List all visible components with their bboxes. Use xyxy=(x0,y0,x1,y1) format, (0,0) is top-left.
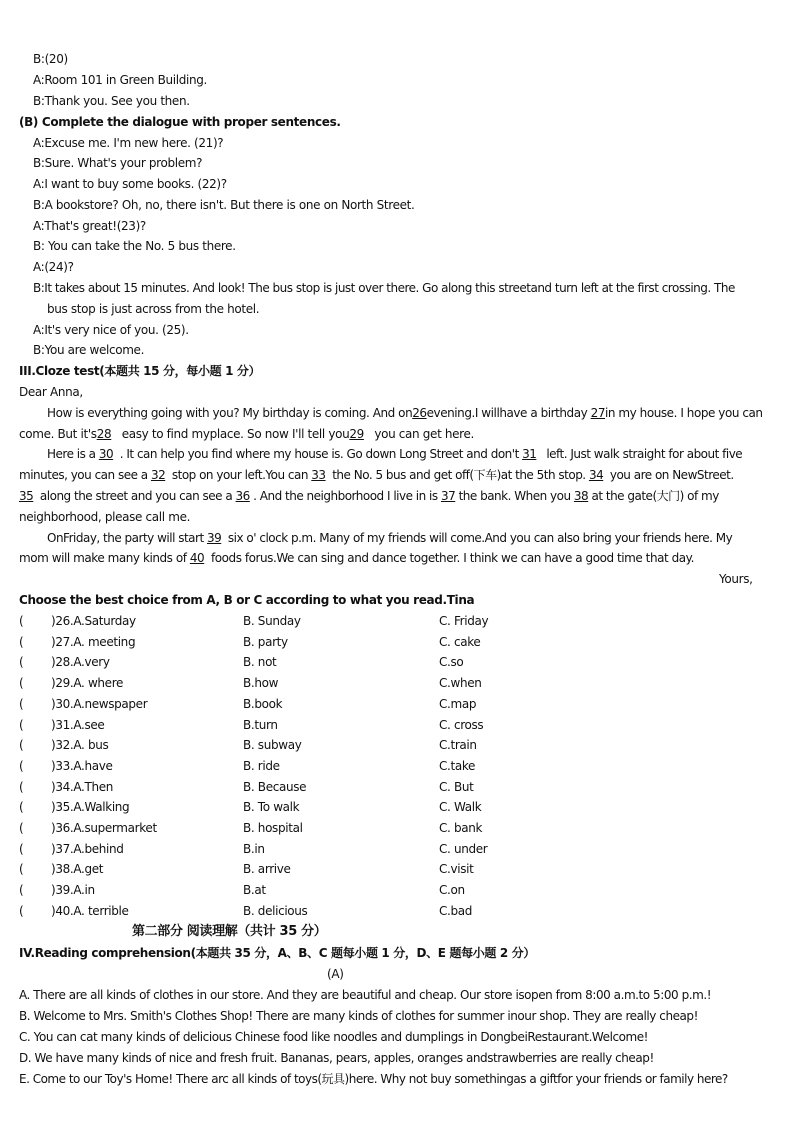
blank-27: 27 xyxy=(590,406,606,420)
section-b-heading: (B) Complete the dialogue with proper sentences. xyxy=(19,115,341,129)
answer-paren: ( xyxy=(19,821,24,835)
blank-34: 34 xyxy=(588,468,604,482)
letter-line: 35 along the street and you can see a 36 . And the neighborhood I live in is 37 the bank. When you 38 at the gate(大门) of my xyxy=(19,489,719,503)
option-b: B. ride xyxy=(243,759,280,773)
answer-paren: ( xyxy=(19,904,24,918)
dialogue-line: B:Thank you. See you then. xyxy=(33,94,190,108)
blank-30: 30 xyxy=(98,447,114,461)
letter-line: mom will make many kinds of 40 foods forus.We can sing and dance together. I think we can have a good time that day. xyxy=(19,551,694,565)
answer-paren: ( xyxy=(19,800,24,814)
option-a: )32.A. bus xyxy=(51,738,109,752)
blank-35: 35 xyxy=(19,489,34,503)
reading-item: C. You can cat many kinds of delicious Chinese food like noodles and dumplings in DongbeiRestaurant.Welcome! xyxy=(19,1030,649,1044)
option-a: )31.A.see xyxy=(51,718,105,732)
option-b: B. delicious xyxy=(243,904,308,918)
blank-26: 26 xyxy=(412,406,427,420)
answer-paren: ( xyxy=(19,676,24,690)
answer-paren: ( xyxy=(19,655,24,669)
option-c: C. cross xyxy=(439,718,484,732)
option-b: B.book xyxy=(243,697,283,711)
option-c: C. But xyxy=(439,780,474,794)
cloze-heading: III.Cloze test(本题共 15 分，每小题 1 分） xyxy=(19,364,261,378)
option-a: )38.A.get xyxy=(51,862,104,876)
option-b: B. To walk xyxy=(243,800,300,814)
option-a: )29.A. where xyxy=(51,676,124,690)
answer-paren: ( xyxy=(19,738,24,752)
option-b: B.how xyxy=(243,676,279,690)
option-a: )27.A. meeting xyxy=(51,635,136,649)
dialogue-line: B: You can take the No. 5 bus there. xyxy=(33,239,236,253)
letter-line: come. But it's28 easy to find myplace. So now I'll tell you29 you can get here. xyxy=(19,427,474,441)
dialogue-line: B:(20) xyxy=(33,52,68,66)
answer-paren: ( xyxy=(19,862,24,876)
option-c: C.map xyxy=(439,697,477,711)
dialogue-line: A:That's great!(23)? xyxy=(33,219,146,233)
option-a: )30.A.newspaper xyxy=(51,697,148,711)
option-b: B. subway xyxy=(243,738,302,752)
dialogue-line: A:I want to buy some books. (22)? xyxy=(33,177,227,191)
blank-28: 28 xyxy=(96,427,112,441)
option-b: B. party xyxy=(243,635,288,649)
reading-heading: IV.Reading comprehension(本题共 35 分，A、B、C 题每小题 1 分，D、E 题每小题 2 分） xyxy=(19,946,536,960)
option-c: C. bank xyxy=(439,821,483,835)
option-a: )26.A.Saturday xyxy=(51,614,136,628)
dialogue-line: B:It takes about 15 minutes. And look! The bus stop is just over there. Go along this streetand turn left at the first crossing. The xyxy=(33,281,735,295)
part-title: 第二部分 阅读理解（共计 35 分） xyxy=(132,924,327,939)
dialogue-line: A:It's very nice of you. (25). xyxy=(33,323,189,337)
dialogue-line: B:You are welcome. xyxy=(33,343,145,357)
option-a: )33.A.have xyxy=(51,759,113,773)
option-b: B.in xyxy=(243,842,265,856)
option-c: C. Friday xyxy=(439,614,489,628)
option-b: B.at xyxy=(243,883,266,897)
letter-closing: Yours, xyxy=(719,572,753,586)
option-c: C.visit xyxy=(439,862,474,876)
letter-line: Here is a 30 . It can help you find where my house is. Go down Long Street and don't 31 left. Just walk straight for about five xyxy=(47,447,743,461)
answer-paren: ( xyxy=(19,697,24,711)
reading-item: E. Come to our Toy's Home! There arc all kinds of toys(玩具)here. Why not buy somethingas a giftfor your friends or family here? xyxy=(19,1072,728,1086)
option-a: )37.A.behind xyxy=(51,842,124,856)
blank-40: 40 xyxy=(189,551,205,565)
option-c: C.take xyxy=(439,759,476,773)
dialogue-line: B:A bookstore? Oh, no, there isn't. But there is one on North Street. xyxy=(33,198,415,212)
answer-paren: ( xyxy=(19,635,24,649)
option-c: C.when xyxy=(439,676,482,690)
option-c: C. under xyxy=(439,842,488,856)
reading-item: D. We have many kinds of nice and fresh fruit. Bananas, pears, apples, oranges andstrawberries are really cheap! xyxy=(19,1051,654,1065)
letter-line: How is everything going with you? My birthday is coming. And on26evening.I willhave a birthday 27in my house. I hope you can xyxy=(47,406,763,420)
blank-29: 29 xyxy=(349,427,364,441)
option-c: C. Walk xyxy=(439,800,482,814)
option-a: )36.A.supermarket xyxy=(51,821,157,835)
letter-line: neighborhood, please call me. xyxy=(19,510,191,524)
option-b: B. Sunday xyxy=(243,614,301,628)
reading-subheading: (A) xyxy=(327,967,344,981)
letter-greeting: Dear Anna, xyxy=(19,385,83,399)
option-b: B. not xyxy=(243,655,277,669)
blank-36: 36 xyxy=(235,489,250,503)
blank-38: 38 xyxy=(573,489,589,503)
blank-31: 31 xyxy=(522,447,537,461)
letter-line: minutes, you can see a 32 stop on your left.You can 33 the No. 5 bus and get off(下车)at the 5th stop. 34 you are on NewStreet. xyxy=(19,468,734,482)
option-c: C.bad xyxy=(439,904,473,918)
option-a: )35.A.Walking xyxy=(51,800,130,814)
option-a: )39.A.in xyxy=(51,883,95,897)
option-c: C. cake xyxy=(439,635,481,649)
reading-item: B. Welcome to Mrs. Smith's Clothes Shop! There are many kinds of clothes for summer inour shop. They are really cheap! xyxy=(19,1009,698,1023)
dialogue-line: bus stop is just across from the hotel. xyxy=(47,302,260,316)
cloze-instruction: Choose the best choice from A, B or C according to what you read.Tina xyxy=(19,593,475,607)
blank-39: 39 xyxy=(206,531,222,545)
blank-33: 33 xyxy=(311,468,326,482)
dialogue-line: A:(24)? xyxy=(33,260,74,274)
option-c: C.so xyxy=(439,655,464,669)
option-a: )40.A. terrible xyxy=(51,904,129,918)
answer-paren: ( xyxy=(19,718,24,732)
answer-paren: ( xyxy=(19,883,24,897)
option-c: C.train xyxy=(439,738,477,752)
reading-item: A. There are all kinds of clothes in our store. And they are beautiful and cheap. Our store isopen from 8:00 a.m.to 5:00 p.m.! xyxy=(19,988,712,1002)
option-b: B.turn xyxy=(243,718,278,732)
blank-37: 37 xyxy=(440,489,456,503)
dialogue-line: A:Excuse me. I'm new here. (21)? xyxy=(33,136,224,150)
dialogue-line: B:Sure. What's your problem? xyxy=(33,156,203,170)
dialogue-line: A:Room 101 in Green Building. xyxy=(33,73,207,87)
answer-paren: ( xyxy=(19,780,24,794)
answer-paren: ( xyxy=(19,842,24,856)
answer-paren: ( xyxy=(19,614,24,628)
option-b: B. hospital xyxy=(243,821,303,835)
option-a: )34.A.Then xyxy=(51,780,114,794)
option-c: C.on xyxy=(439,883,465,897)
option-a: )28.A.very xyxy=(51,655,110,669)
option-b: B. arrive xyxy=(243,862,291,876)
blank-32: 32 xyxy=(150,468,166,482)
option-b: B. Because xyxy=(243,780,307,794)
answer-paren: ( xyxy=(19,759,24,773)
letter-line: OnFriday, the party will start 39 six o' clock p.m. Many of my friends will come.And you can also bring your friends here. My xyxy=(47,531,733,545)
